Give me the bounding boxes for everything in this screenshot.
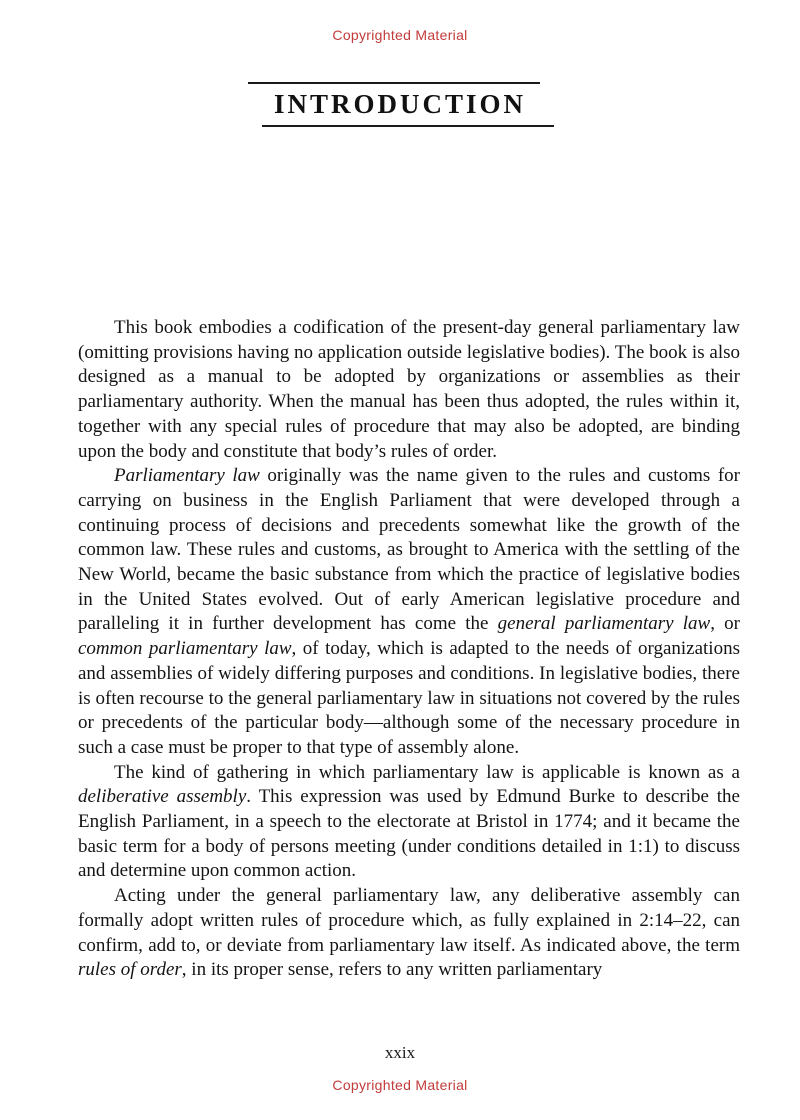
page-title: INTRODUCTION (273, 89, 527, 119)
italic-term: deliberative assembly (78, 786, 247, 808)
text-run: originally was the name given to the rules and customs for carrying on business in the English Parliament that were developed through a continuing process of decisions and precedents somewhat like the growth of the common law. These rules and customs, as brought to America with the settling of the New World, became the basic substance from which the practice of legislative bodies in the United States evolved. Out of early American legislative procedure and paralleling it in further development has come the (78, 465, 740, 635)
text-run: This book embodies a codification of the present-day general parliamentary law (omitting provisions having no application outside legislative bodies). The book is also designed as a manual to be adopted by organizations or assemblies as their parliamentary authority. When the manual has been thus adopted, the rules within it, together with any special rules of procedure that may also be adopted, are binding upon the body and constitute that body’s rules of order. (78, 317, 740, 462)
text-run: . This expression was used by Edmund Burke to describe the English Parliament, in a speech to the electorate at Bristol in 1774; and it became the basic term for a body of persons meeting (under conditions detailed in 1:1) to discuss and determine upon common action. (78, 786, 740, 882)
chapter-title-block (0, 82, 800, 127)
italic-term: rules of order (78, 959, 182, 981)
italic-term: Parliamentary law (114, 465, 260, 487)
title-rule-bottom (262, 125, 554, 127)
text-run: , or (710, 613, 741, 635)
text-run: The kind of gathering in which parliamentary law is applicable is known as a (114, 761, 740, 783)
copyright-notice-top: Copyrighted Material (332, 27, 468, 43)
paragraph (78, 316, 740, 464)
title-rule-top (248, 82, 540, 84)
italic-term: common parliamentary law (78, 638, 292, 660)
paragraph (78, 761, 740, 885)
text-run: , in its proper sense, refers to any written parliamentary (181, 959, 603, 981)
copyright-notice-bottom: Copyrighted Material (332, 1077, 468, 1093)
paragraph (78, 884, 740, 983)
italic-term: general parliamentary law (497, 613, 711, 635)
body-text (78, 316, 740, 983)
text-run: , of today, which is adapted to the needs of organizations and assemblies of widely differing purposes and conditions. In legislative bodies, there is often recourse to the general parliamentary law in situations not covered by the rules or precedents of the particular body—although some of the necessary procedure in such a case must be proper to that type of assembly alone. (78, 638, 740, 758)
text-run: Acting under the general parliamentary law, any deliberative assembly can formally adopt written rules of procedure which, as fully explained in 2:14–22, can confirm, add to, or deviate from parliamentary law itself. As indicated above, the term (78, 885, 740, 956)
page-number: xxix (384, 1043, 416, 1062)
paragraph (78, 464, 740, 760)
